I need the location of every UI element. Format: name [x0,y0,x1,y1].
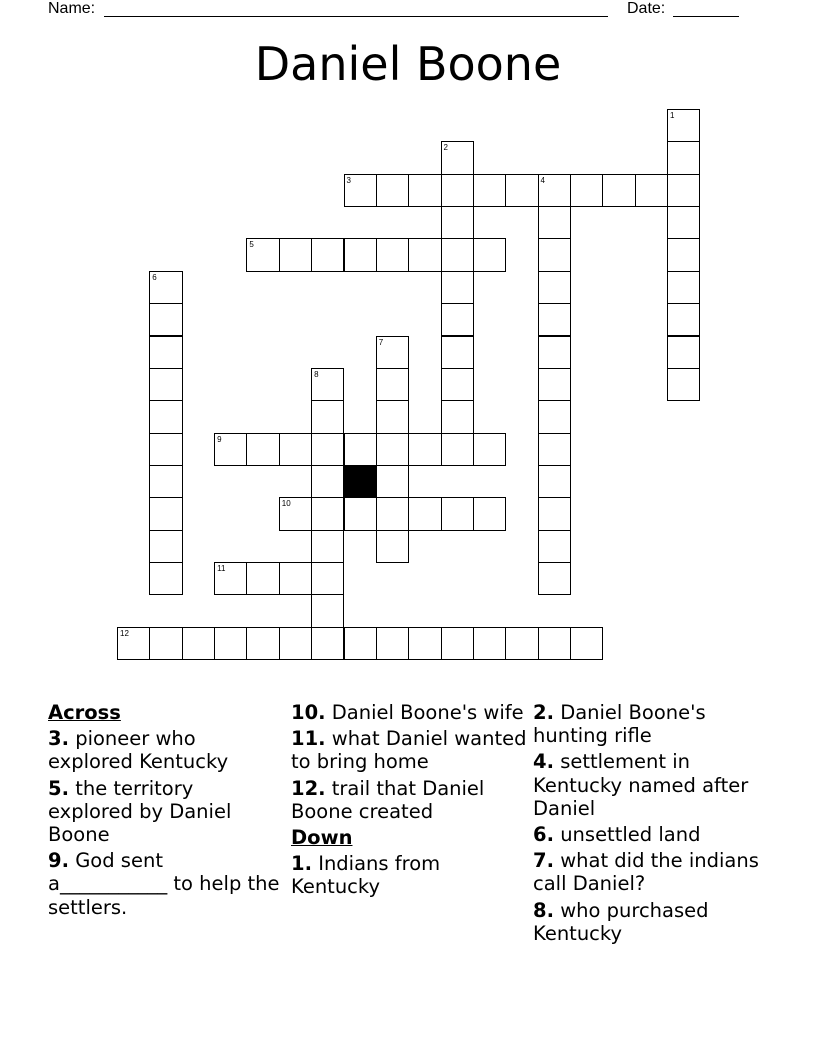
clue-number: 12 [120,628,129,638]
clue-number: 2 [443,143,448,153]
grid-cell[interactable] [441,141,474,174]
grid-cell[interactable] [344,627,377,660]
grid-cell[interactable] [441,400,474,433]
grid-cell[interactable] [311,497,344,530]
grid-cell[interactable] [538,238,571,271]
grid-cell[interactable] [538,368,571,401]
clue-number: 7 [378,337,384,347]
grid-cell[interactable] [408,627,441,660]
grid-cell[interactable] [279,627,312,660]
grid-cell[interactable] [473,497,506,530]
grid-cell[interactable] [376,627,409,660]
grid-cell[interactable] [311,400,344,433]
grid-cell[interactable] [376,465,409,498]
grid-cell[interactable] [538,400,571,433]
grid-cell[interactable] [441,433,474,466]
grid-cell[interactable] [408,497,441,530]
grid-cell[interactable] [505,627,538,660]
clue-number: 6 [152,272,157,282]
grid-cell[interactable] [149,465,182,498]
grid-cell[interactable] [117,627,150,660]
grid-cell[interactable] [473,238,506,271]
black-square [344,465,377,498]
grid-cell[interactable] [214,562,247,595]
grid-cell[interactable] [667,303,700,336]
clue-number: 8 [314,369,319,379]
grid-cell[interactable] [667,109,700,142]
clue-number: 3 [346,175,351,185]
grid-cell[interactable] [538,465,571,498]
grid-cell[interactable] [602,174,635,207]
grid-cell[interactable] [376,336,409,369]
grid-cell[interactable] [538,562,571,595]
grid-cell[interactable] [279,562,312,595]
grid-cell[interactable] [441,271,474,304]
grid-cell[interactable] [149,368,182,401]
grid-cell[interactable] [246,562,279,595]
grid-cell[interactable] [538,627,571,660]
grid-cell[interactable] [311,465,344,498]
grid-cell[interactable] [149,497,182,530]
across-clue-12: 12. trail that Daniel Boone created [291,776,485,823]
clue-column-2 [291,701,527,902]
grid-cell[interactable] [441,303,474,336]
down-clue-6: 6. unsettled land [533,823,701,847]
down-clue-4: 4. settlement in Kentucky named after Daniel [533,750,749,820]
grid-cell[interactable] [311,594,344,627]
grid-cell[interactable] [246,238,279,271]
down-heading: Down [291,826,353,850]
grid-cell[interactable] [182,627,215,660]
grid-cell[interactable] [149,271,182,304]
clue-column-3 [533,701,769,948]
grid-cell[interactable] [441,206,474,239]
grid-cell[interactable] [149,530,182,563]
grid-cell[interactable] [667,336,700,369]
name-label: Name: [48,0,96,17]
grid-cell[interactable] [667,174,700,207]
across-clue-11: 11. what Daniel wanted to bring home [291,727,527,774]
page-title: Daniel Boone [254,37,562,91]
grid-cell[interactable] [279,497,312,530]
across-heading: Across [48,701,121,724]
grid-cell[interactable] [376,400,409,433]
grid-cell[interactable] [441,238,474,271]
grid-cell[interactable] [635,174,668,207]
grid-cell[interactable] [473,174,506,207]
grid-cell[interactable] [311,562,344,595]
grid-cell[interactable] [246,433,279,466]
grid-cell[interactable] [344,433,377,466]
grid-cell[interactable] [473,433,506,466]
across-clue-5: 5. the territory explored by Daniel Boone [48,776,232,847]
grid-cell[interactable] [376,530,409,563]
grid-cell[interactable] [667,206,700,239]
grid-cell[interactable] [538,530,571,563]
grid-cell[interactable] [538,433,571,466]
clue-number: 10 [281,499,291,509]
grid-cell[interactable] [311,433,344,466]
clue-number: 11 [217,563,226,573]
grid-cell[interactable] [441,497,474,530]
clue-number: 9 [217,434,222,444]
grid-cell[interactable] [376,238,409,271]
grid-cell[interactable] [505,174,538,207]
grid-cell[interactable] [311,530,344,563]
grid-cell[interactable] [149,303,182,336]
grid-cell[interactable] [149,400,182,433]
grid-cell[interactable] [408,174,441,207]
grid-cell[interactable] [538,336,571,369]
grid-cell[interactable] [311,238,344,271]
grid-cell[interactable] [667,271,700,304]
grid-cell[interactable] [538,174,571,207]
grid-cell[interactable] [441,174,474,207]
grid-cell[interactable] [149,433,182,466]
grid-cell[interactable] [408,238,441,271]
down-clue-8: 8. who purchased Kentucky [533,898,709,945]
grid-cell[interactable] [441,368,474,401]
grid-cell[interactable] [376,497,409,530]
across-clue-9: 9. God sent a___________ to help the settlers. [48,849,280,919]
grid-cell[interactable] [376,174,409,207]
grid-cell[interactable] [667,141,700,174]
grid-cell[interactable] [344,497,377,530]
grid-cell[interactable] [376,433,409,466]
grid-cell[interactable] [149,562,182,595]
grid-cell[interactable] [311,368,344,401]
grid-cell[interactable] [214,433,247,466]
down-clue-2: 2. Daniel Boone's hunting rifle [533,701,706,748]
grid-cell[interactable] [538,206,571,239]
grid-cell[interactable] [667,238,700,271]
grid-cell[interactable] [538,497,571,530]
grid-cell[interactable] [149,627,182,660]
clue-number: 5 [249,240,254,250]
grid-cell[interactable] [376,368,409,401]
down-clue-1: 1. Indians from Kentucky [291,852,441,899]
grid-cell[interactable] [246,627,279,660]
grid-cell[interactable] [473,627,506,660]
grid-cell[interactable] [667,368,700,401]
grid-cell[interactable] [538,303,571,336]
grid-cell[interactable] [279,433,312,466]
across-clue-3: 3. pioneer who explored Kentucky [48,727,229,774]
grid-cell[interactable] [441,627,474,660]
grid-cell[interactable] [279,238,312,271]
grid-cell[interactable] [441,336,474,369]
grid-cell[interactable] [570,174,603,207]
down-clue-7: 7. what did the indians call Daniel? [533,849,759,896]
date-label: Date: [627,0,666,17]
grid-cell[interactable] [538,271,571,304]
grid-cell[interactable] [149,336,182,369]
across-clue-10: 10. Daniel Boone's wife [291,701,524,724]
grid-cell[interactable] [570,627,603,660]
grid-cell[interactable] [214,627,247,660]
clue-number: 4 [540,175,545,185]
grid-cell[interactable] [344,238,377,271]
grid-cell[interactable] [344,174,377,207]
grid-cell[interactable] [311,627,344,660]
clue-column-1 [48,701,284,922]
clue-number: 1 [670,111,675,120]
grid-cell[interactable] [408,433,441,466]
